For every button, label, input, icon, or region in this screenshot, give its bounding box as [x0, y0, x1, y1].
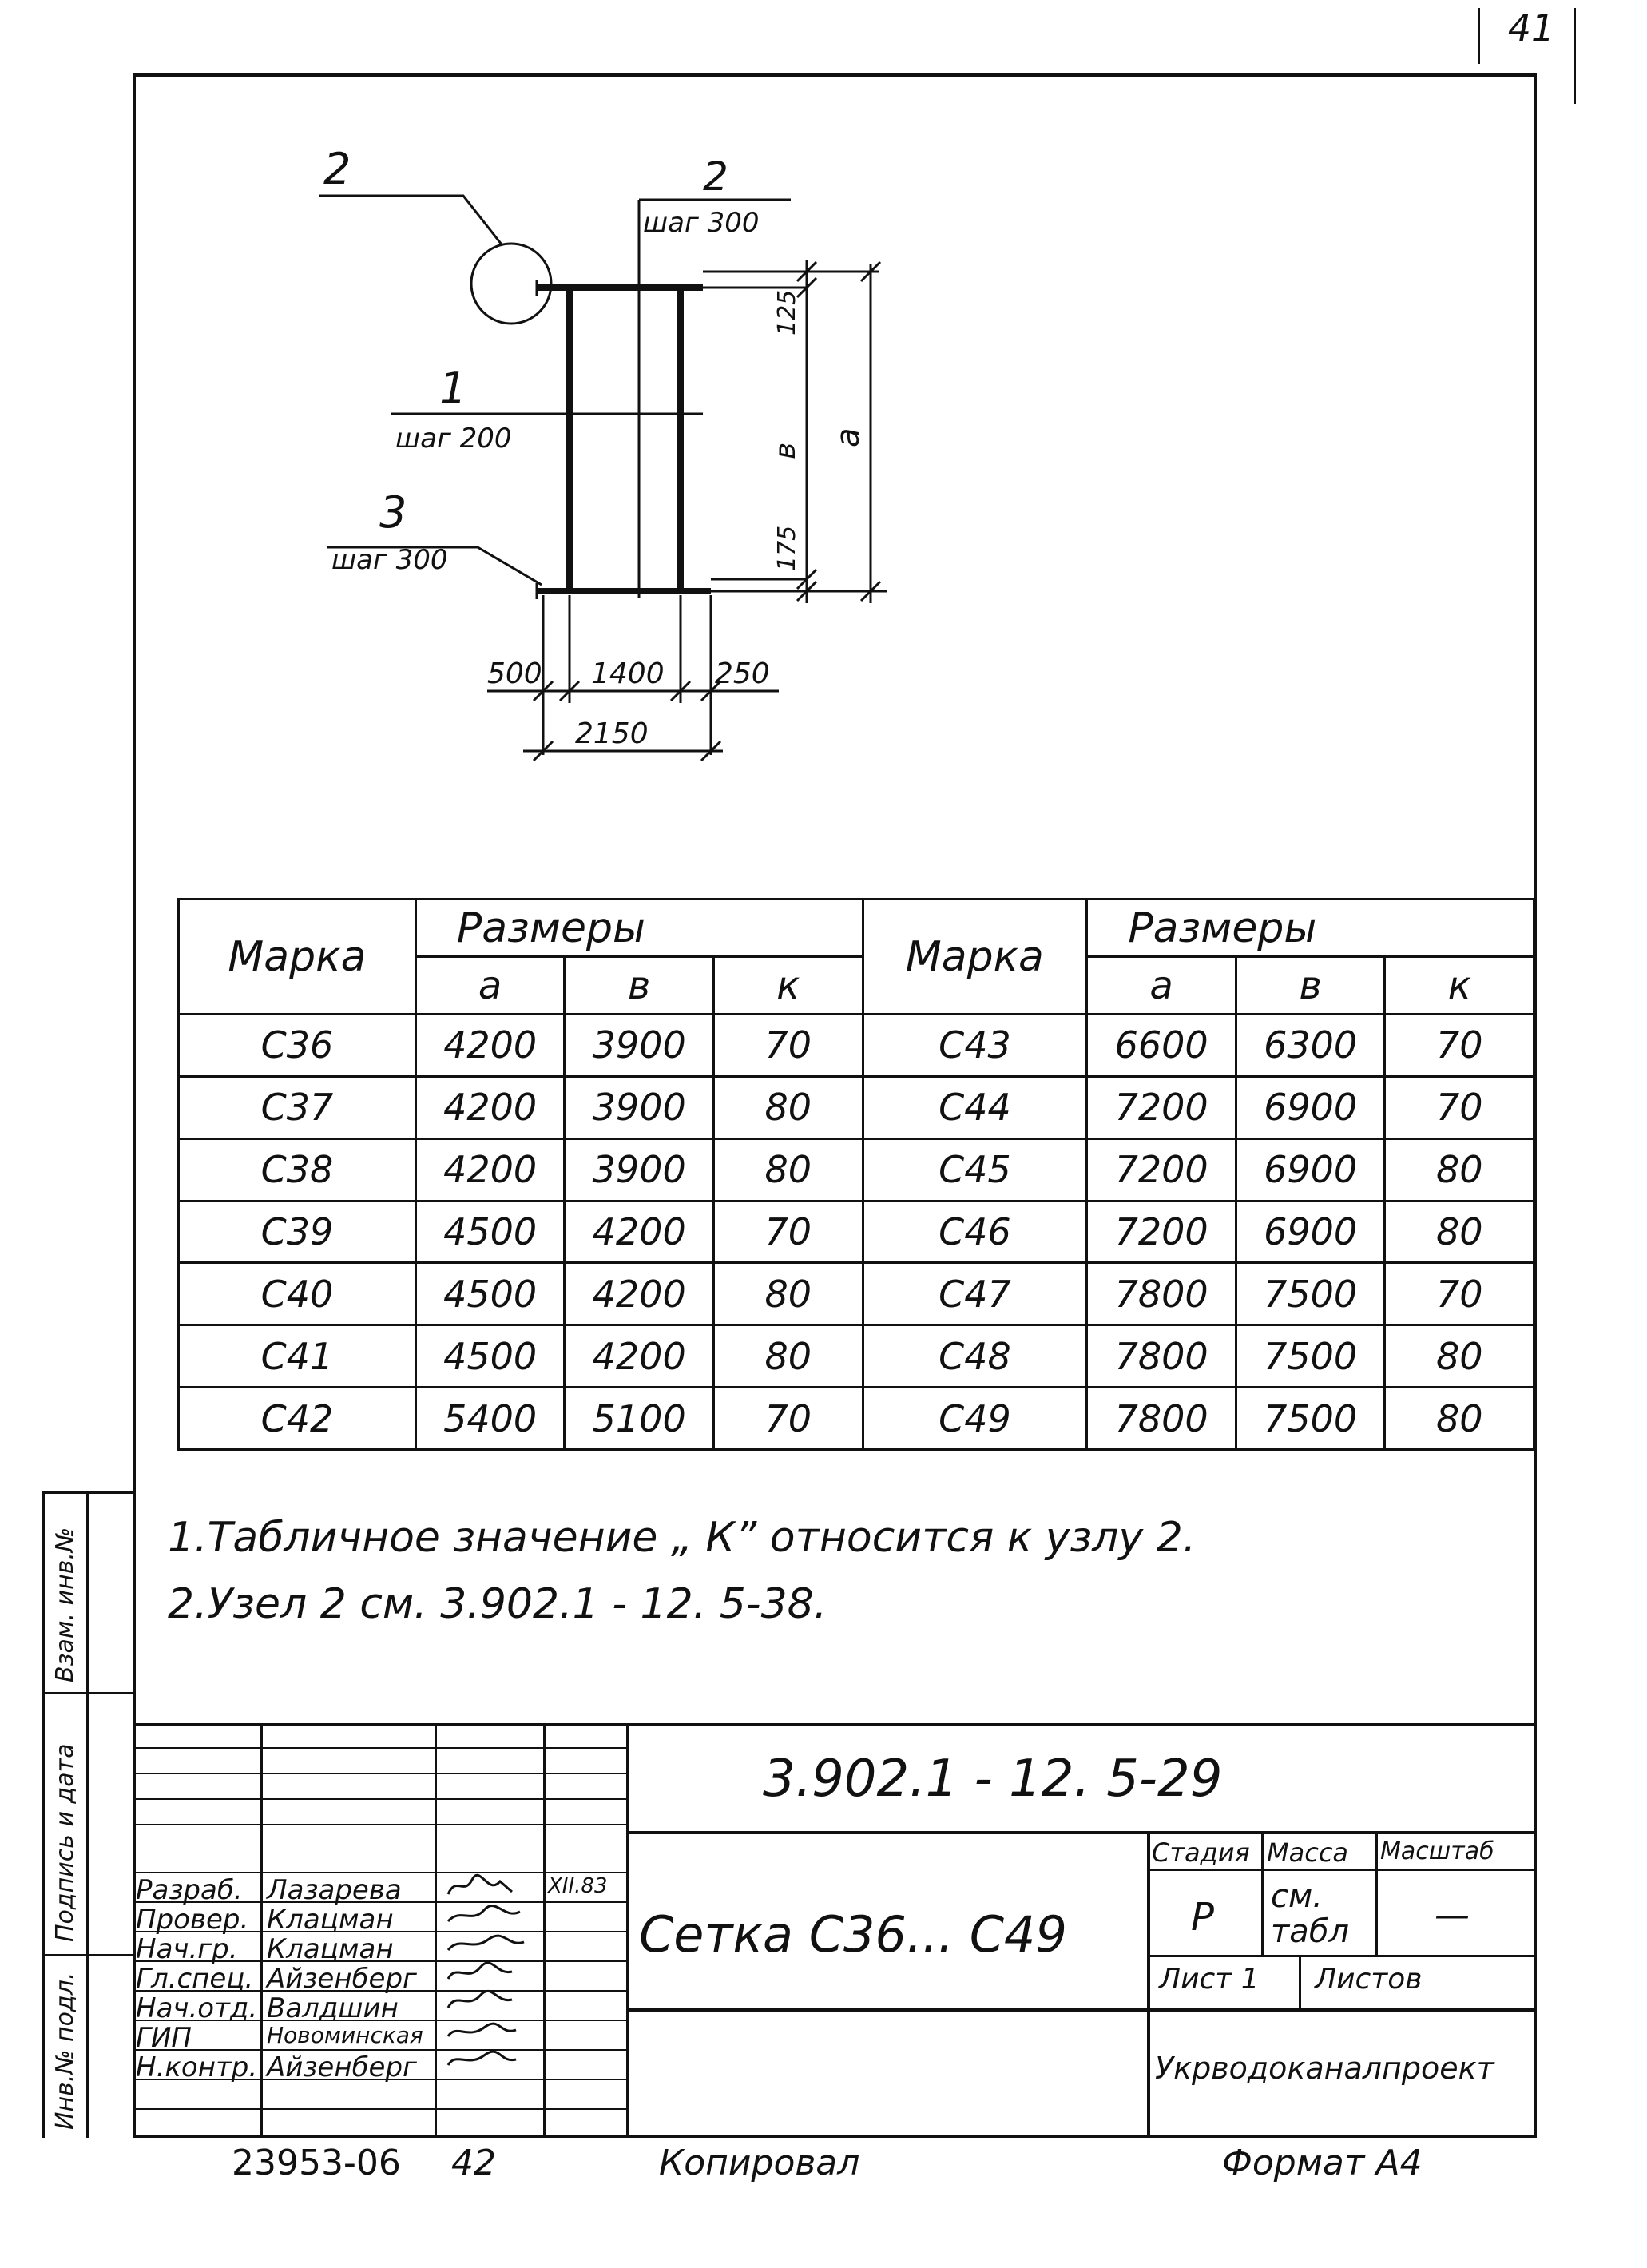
- cell-k: 70: [713, 1388, 863, 1450]
- cell-b: 3900: [565, 1015, 714, 1077]
- header-sizes-2: Размеры: [1087, 900, 1534, 957]
- cell-a: 6600: [1087, 1015, 1236, 1077]
- cell-mark: С48: [863, 1325, 1087, 1388]
- cell-k: 70: [1385, 1015, 1534, 1077]
- header-col-k-1: к: [713, 957, 863, 1015]
- dim-250: 250: [715, 657, 770, 690]
- dim-1400: 1400: [591, 657, 665, 690]
- cell-mark: С36: [179, 1015, 416, 1077]
- cell-k: 80: [713, 1263, 863, 1325]
- stage-value: Р: [1191, 1895, 1214, 1940]
- dim-500: 500: [487, 657, 542, 690]
- cell-a: 7800: [1087, 1388, 1236, 1450]
- cell-b: 3900: [565, 1076, 714, 1138]
- callout-circle-label: 2: [323, 144, 351, 194]
- cell-b: 7500: [1236, 1325, 1385, 1388]
- mass-value: см. табл: [1271, 1878, 1350, 1950]
- cell-a: 4200: [415, 1138, 565, 1201]
- cell-k: 80: [713, 1325, 863, 1388]
- rebar-3-pitch: шаг 300: [331, 544, 448, 576]
- cell-k: 70: [1385, 1076, 1534, 1138]
- document-number: 3.902.1 - 12. 5-29: [763, 1750, 1223, 1809]
- side-vzam-inv: Взам. инв.№: [51, 1527, 79, 1682]
- cell-mark: С42: [179, 1388, 416, 1450]
- cell-k: 80: [1385, 1388, 1534, 1450]
- header-col-b-1: в: [565, 957, 714, 1015]
- page-number: 41: [1507, 6, 1555, 50]
- node-callout-leader: [319, 196, 502, 244]
- cell-b: 6900: [1236, 1138, 1385, 1201]
- header-col-k-2: к: [1385, 957, 1534, 1015]
- side-inv-podl: Инв.№ подл.: [51, 1972, 79, 2130]
- cell-a: 4500: [415, 1263, 565, 1325]
- title-block: Разраб. Лазарева XII.83 Провер. Клацман Нач.гр. Клацман Гл.спец. Айзенберг Нач.отд. Валдшин ГИП Новоминская Н.контр. Айзенберг Стадия Масса Масштаб Р см. табл — Лист 1 Листов Укрводоканалпроект: [133, 1723, 1537, 2138]
- dim-b: в: [769, 442, 802, 459]
- sheet-reference: 42: [451, 2143, 496, 2183]
- side-strip: [42, 1491, 133, 2138]
- cell-k: 80: [1385, 1325, 1534, 1388]
- mesh-sizes-table: [177, 898, 1535, 1451]
- table-row: [179, 1015, 1534, 1077]
- cell-mark: С47: [863, 1263, 1087, 1325]
- cell-b: 7500: [1236, 1263, 1385, 1325]
- rebar-3-label: 3: [379, 487, 407, 538]
- cell-a: 4500: [415, 1201, 565, 1263]
- header-col-b-2: в: [1236, 957, 1385, 1015]
- header-mark-1: Марка: [179, 900, 416, 1015]
- cell-mark: С49: [863, 1388, 1087, 1450]
- cell-a: 5400: [415, 1388, 565, 1450]
- sheet-label: Лист 1: [1159, 1963, 1260, 1996]
- cell-a: 4200: [415, 1015, 565, 1077]
- organization: Укрводоканалпроект: [1155, 2051, 1494, 2086]
- cell-b: 6300: [1236, 1015, 1385, 1077]
- cell-mark: С45: [863, 1138, 1087, 1201]
- table-row: [179, 1263, 1534, 1325]
- cell-b: 6900: [1236, 1076, 1385, 1138]
- cell-b: 7500: [1236, 1388, 1385, 1450]
- dim-175: 175: [773, 525, 801, 571]
- scale-value: —: [1435, 1895, 1470, 1936]
- cell-a: 7200: [1087, 1201, 1236, 1263]
- cell-mark: С40: [179, 1263, 416, 1325]
- header-col-a-1: а: [415, 957, 565, 1015]
- note-2: 2.Узел 2 см. 3.902.1 - 12. 5-38.: [168, 1580, 827, 1628]
- dim-a: а: [830, 427, 867, 447]
- document-title: Сетка С36... С49: [639, 1905, 1067, 1964]
- reinforcement-mesh-drawing: [0, 0, 1647, 895]
- dim-2150: 2150: [575, 717, 649, 750]
- cell-k: 80: [1385, 1201, 1534, 1263]
- cell-b: 4200: [565, 1263, 714, 1325]
- format-label: Формат А4: [1222, 2143, 1423, 2183]
- cell-a: 7200: [1087, 1076, 1236, 1138]
- cell-mark: С41: [179, 1325, 416, 1388]
- rebar-1-label: 1: [439, 363, 467, 414]
- stage-label: Стадия: [1152, 1837, 1250, 1868]
- cell-a: 7200: [1087, 1138, 1236, 1201]
- note-1: 1.Табличное значение „ К” относится к узлу 2.: [168, 1514, 1197, 1562]
- table-row: [179, 1138, 1534, 1201]
- cell-a: 7800: [1087, 1325, 1236, 1388]
- signature-scribbles: [440, 1872, 542, 2111]
- cell-k: 70: [713, 1015, 863, 1077]
- table-row: [179, 1076, 1534, 1138]
- scale-label: Масштаб: [1380, 1837, 1494, 1865]
- cell-mark: С44: [863, 1076, 1087, 1138]
- cell-mark: С38: [179, 1138, 416, 1201]
- cell-k: 80: [713, 1076, 863, 1138]
- cell-k: 70: [1385, 1263, 1534, 1325]
- side-podpis-data: Подпись и дата: [51, 1743, 79, 1942]
- cell-b: 5100: [565, 1388, 714, 1450]
- cell-b: 4200: [565, 1325, 714, 1388]
- table-row: [179, 1388, 1534, 1450]
- cell-b: 3900: [565, 1138, 714, 1201]
- rebar-1-pitch: шаг 200: [395, 423, 512, 455]
- mass-label: Масса: [1267, 1837, 1349, 1868]
- cell-a: 4200: [415, 1076, 565, 1138]
- cell-a: 7800: [1087, 1263, 1236, 1325]
- cell-k: 80: [1385, 1138, 1534, 1201]
- cell-k: 70: [713, 1201, 863, 1263]
- header-mark-2: Марка: [863, 900, 1087, 1015]
- cell-a: 4500: [415, 1325, 565, 1388]
- cell-b: 4200: [565, 1201, 714, 1263]
- table-row: [179, 1325, 1534, 1388]
- cell-mark: С46: [863, 1201, 1087, 1263]
- cell-k: 80: [713, 1138, 863, 1201]
- sheets-label: Листов: [1315, 1963, 1423, 1996]
- header-col-a-2: а: [1087, 957, 1236, 1015]
- rebar-2-label: 2: [703, 153, 728, 200]
- archive-number: 23953-06: [232, 2143, 401, 2183]
- cell-mark: С39: [179, 1201, 416, 1263]
- copied-label: Копировал: [659, 2143, 860, 2183]
- cell-b: 6900: [1236, 1201, 1385, 1263]
- table-row: [179, 1201, 1534, 1263]
- cell-mark: С43: [863, 1015, 1087, 1077]
- cell-mark: С37: [179, 1076, 416, 1138]
- header-sizes-1: Размеры: [415, 900, 863, 957]
- rebar-2-pitch: шаг 300: [643, 207, 760, 239]
- dim-125: 125: [773, 289, 801, 336]
- node-callout-circle: [471, 244, 551, 324]
